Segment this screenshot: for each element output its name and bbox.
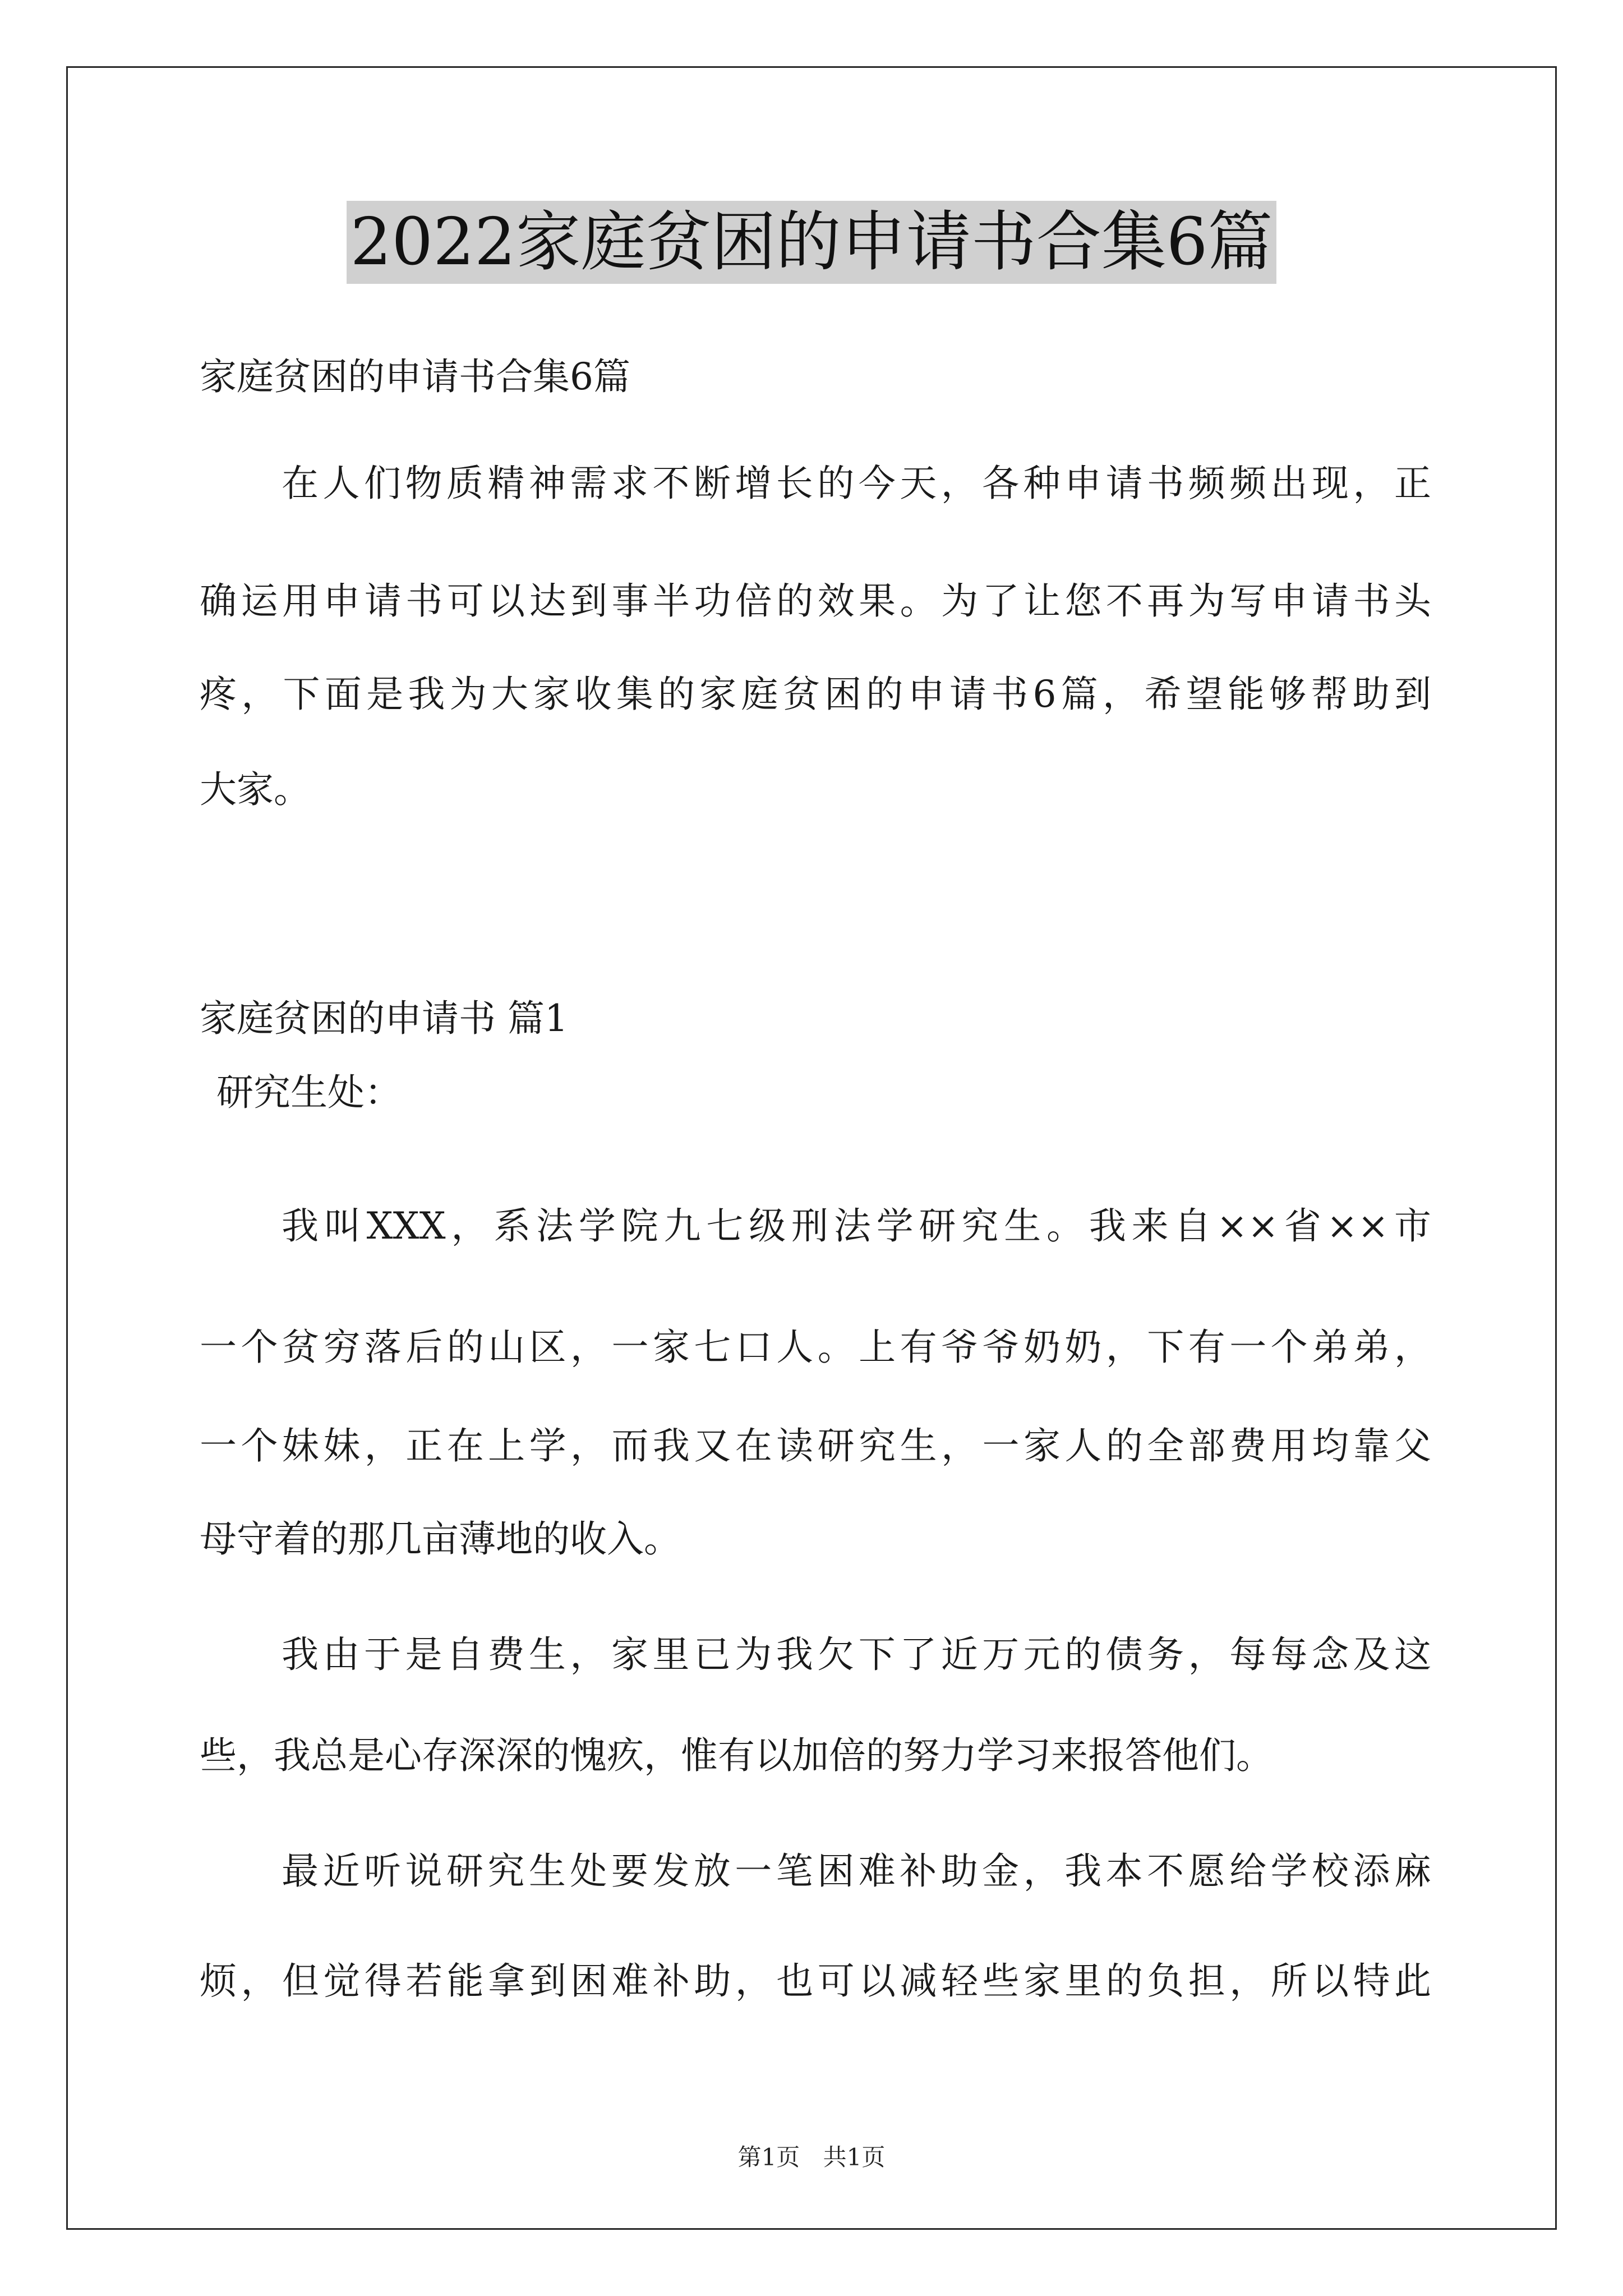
para3-line-1: 最近听说研究生处要发放一笔困难补助金，我本不愿给学校添麻 (282, 1849, 1431, 1893)
para1-line-4: 母守着的那几亩薄地的收入。 (200, 1517, 681, 1561)
intro-line-2: 确运用申请书可以达到事半功倍的效果。为了让您不再为写申请书头 (200, 579, 1431, 623)
para1-line-3: 一个妹妹，正在上学，而我又在读研究生，一家人的全部费用均靠父 (200, 1424, 1431, 1467)
salutation: 研究生处： (216, 1071, 402, 1114)
title-container (0, 201, 1623, 284)
para2-line-2: 些，我总是心存深深的愧疚，惟有以加倍的努力学习来报答他们。 (200, 1734, 1273, 1777)
intro-line-1: 在人们物质精神需求不断增长的今天，各种申请书频频出现，正 (282, 462, 1431, 505)
document-subtitle: 家庭贫困的申请书合集6篇 (200, 355, 630, 398)
para1-line-1: 我叫XXX，系法学院九七级刑法学研究生。我来自××省××市 (282, 1204, 1431, 1248)
para1-line-2: 一个贫穷落后的山区，一家七口人。上有爷爷奶奶，下有一个弟弟， (200, 1326, 1431, 1369)
intro-line-3: 疼，下面是我为大家收集的家庭贫困的申请书6篇，希望能够帮助到 (200, 673, 1431, 716)
page-number: 第1页 (737, 2143, 800, 2171)
total-pages: 共1页 (823, 2143, 886, 2171)
page-footer (0, 2142, 1623, 2173)
section-heading: 家庭贫困的申请书 篇1 (200, 997, 568, 1040)
para3-line-2: 烦，但觉得若能拿到困难补助，也可以减轻些家里的负担，所以特此 (200, 1959, 1431, 2003)
intro-line-4: 大家。 (200, 768, 311, 811)
para2-line-1: 我由于是自费生，家里已为我欠下了近万元的债务，每每念及这 (282, 1633, 1431, 1676)
document-title: 2022家庭贫困的申请书合集6篇 (347, 201, 1276, 284)
